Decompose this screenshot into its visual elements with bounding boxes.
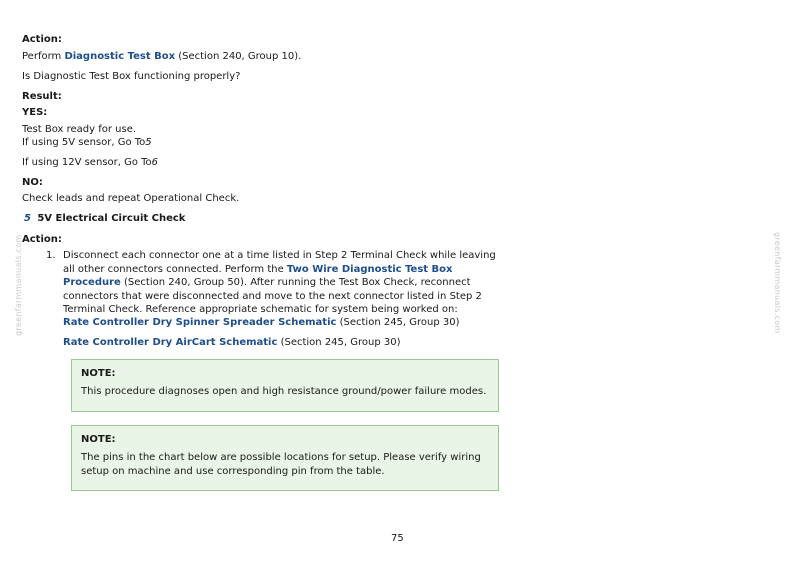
diagnostic-test-box-link[interactable]: Diagnostic Test Box xyxy=(64,51,176,62)
question-text: Is Diagnostic Test Box functioning properly? xyxy=(22,71,241,82)
yes-line-1: Test Box ready for use. xyxy=(22,124,137,135)
yes-line-3-text: If using 12V sensor, Go To xyxy=(22,157,152,168)
item-text-a: Disconnect each connector one at a time listed in Step 2 Terminal Check while leaving all other connectors connected. Perform the xyxy=(63,250,496,275)
yes-line-2 xyxy=(22,137,152,148)
page-number: 75 xyxy=(391,533,404,544)
spinner-spreader-schematic-link[interactable]: Rate Controller Dry Spinner Spreader Schematic xyxy=(63,317,337,328)
schematic-ref-1 xyxy=(63,317,460,328)
aircart-schematic-link[interactable]: Rate Controller Dry AirCart Schematic xyxy=(63,337,278,348)
perform-line xyxy=(22,51,301,62)
note-1-body: This procedure diagnoses open and high resistance ground/power failure modes. xyxy=(81,386,487,397)
item-text-b: (Section 240, Group 50). After running the Test Box Check, reconnect connectors that were disconnected and move to the next connector listed in Step 2 Terminal Check. Reference appropriate schematic for system being worked on: xyxy=(63,277,482,315)
perform-suffix: (Section 240, Group 10). xyxy=(175,51,302,62)
yes-line-2-text: If using 5V sensor, Go To xyxy=(22,137,146,148)
note-box-1 xyxy=(71,359,499,412)
note-2-title: NOTE: xyxy=(81,434,116,445)
note-box-2 xyxy=(71,425,499,491)
no-label: NO: xyxy=(22,177,43,188)
yes-line-3 xyxy=(22,157,158,168)
schematic-ref-2 xyxy=(63,337,401,348)
goto-step-5[interactable]: 5 xyxy=(145,137,152,148)
note-2-body: The pins in the chart below are possible locations for setup. Please verify wiring setup on machine and use corresponding pin from the table. xyxy=(81,452,481,477)
two-wire-test-link[interactable]: Two Wire Diagnostic Test Box Procedure xyxy=(63,263,453,288)
right-watermark: greenfarmmanuals.com xyxy=(773,232,782,334)
ref2-suffix: (Section 245, Group 30) xyxy=(277,337,401,348)
yes-label: YES: xyxy=(22,107,48,118)
no-line: Check leads and repeat Operational Check. xyxy=(22,193,240,204)
action-heading-1: Action: xyxy=(22,34,62,45)
list-item-number: 1. xyxy=(46,250,56,261)
step-title: 5V Electrical Circuit Check xyxy=(37,213,186,224)
step-5-header xyxy=(24,213,185,224)
note-1-title: NOTE: xyxy=(81,368,116,379)
goto-step-6[interactable]: 6 xyxy=(151,157,159,168)
list-item-text xyxy=(63,249,508,317)
step-number: 5 xyxy=(24,213,31,224)
action-heading-2: Action: xyxy=(22,234,62,245)
ref1-suffix: (Section 245, Group 30) xyxy=(336,317,460,328)
left-watermark: greenfarmmanuals.com xyxy=(14,234,23,336)
perform-prefix: Perform xyxy=(22,51,65,62)
result-heading: Result: xyxy=(22,91,62,102)
